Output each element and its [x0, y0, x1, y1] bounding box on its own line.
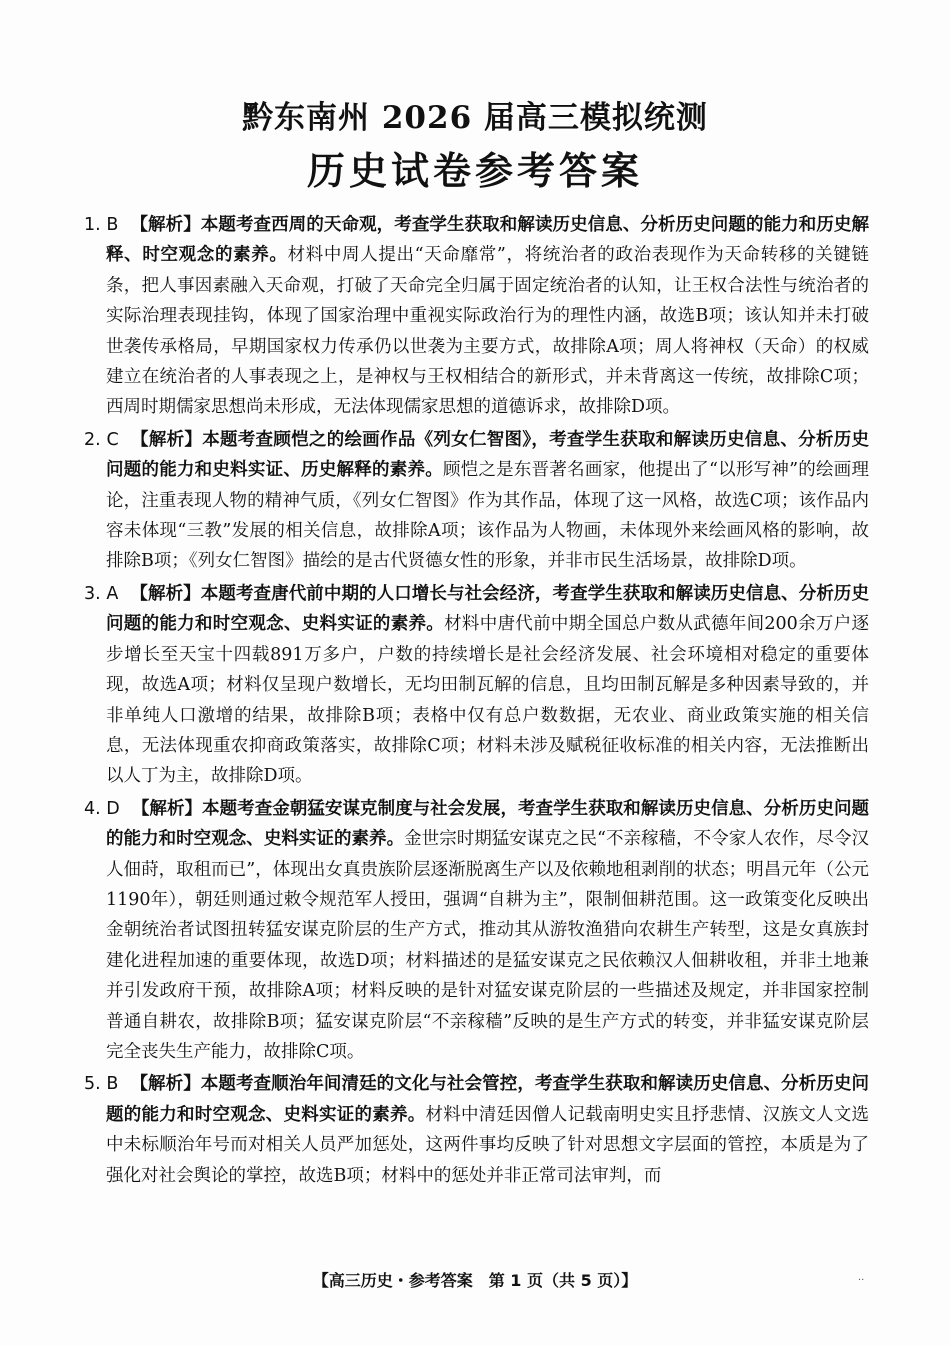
answer-number: 4. D [84, 798, 120, 819]
answer-item-3 [84, 579, 869, 792]
document-title: 黔东南州 2026 届高三模拟统测 [242, 100, 708, 136]
answer-body: 材料中清廷因僧人记载南明史实且抒悲情、汉族文人文选中未标顺治年号而对相关人员严加惩处，这两件事均反映了针对思想文字层面的管控，本质是为了强化对社会舆论的掌控，故选B项；材料中的惩处并非正常司法审判，而 [106, 1104, 869, 1186]
answer-item-2 [84, 425, 869, 577]
answer-body: 材料中唐代前中期全国总户数从武德年间200余万户逐步增长至天宝十四载891万多户，户数的持续增长是社会经济发展、社会环境相对稳定的重要体现，故选A项；材料仅呈现户数增长，无均田制瓦解的信息，且均田制瓦解是多种因素导致的，并非单纯人口激增的结果，故排除B项；表格中仅有总户数数据，无农业、商业政策实施的相关信息，无法体现重农抑商政策落实，故排除C项；材料未涉及赋税征收标准的相关内容，无法推断出以人丁为主，故排除D项。 [106, 614, 869, 787]
document-subtitle: 历史试卷参考答案 [306, 148, 643, 193]
answer-item-4 [84, 794, 869, 1068]
answer-item-5 [84, 1069, 869, 1191]
answer-lead: 【解析】本题考查唐代前中期的人口增长与社会经济，考查学生获取和解读历史信息、分析历史问题的能力和时空观念、史料实证的素养。 [106, 583, 870, 635]
page-footer: 【高三历史・参考答案 第 1 页（共 5 页）】 [312, 1271, 638, 1290]
answer-list [84, 210, 869, 1191]
answer-item-1 [84, 210, 869, 423]
answer-lead: 【解析】本题考查顺治年间清廷的文化与社会管控，考查学生获取和解读历史信息、分析历史问题的能力和时空观念、史料实证的素养。 [106, 1074, 870, 1125]
answer-body: 金世宗时期猛安谋克之民“不亲稼穑，不令家人农作，尽令汉人佃莳，取租而已”，体现出女真贵族阶层逐渐脱离生产以及依赖地租剥削的状态；明昌元年（公元1190年），朝廷则通过敕令规范军人授田，强调“自耕为主”，限制佃耕范围。这一政策变化反映出金朝统治者试图扭转猛安谋克阶层的生产方式，推动其从游牧渔猎向农耕生产转型，这是女真族封建化进程加速的重要体现，故选D项；材料描述的是猛安谋克之民依赖汉人佃耕收租，并非土地兼并引发政府干预，故排除A项；材料反映的是针对猛安谋克阶层的一些描述及规定，并非国家控制普通自耕农，故排除B项；猛安谋克阶层“不亲稼穑”反映的是生产方式的转变，并非猛安谋克阶层完全丧失生产能力，故排除C项。 [106, 829, 870, 1062]
answer-lead: 【解析】本题考查顾恺之的绘画作品《列女仁智图》，考查学生获取和解读历史信息、分析历史问题的能力和史料实证、历史解释的素养。 [106, 429, 869, 481]
answer-number: 5. B [84, 1074, 119, 1095]
answer-lead: 【解析】本题考查西周的天命观，考查学生获取和解读历史信息、分析历史问题的能力和历史解释、时空观念的素养。 [106, 215, 870, 266]
answer-body: 材料中周人提出“天命靡常”，将统治者的政治表现作为天命转移的关键链条，把人事因素融入天命观，打破了天命完全归属于固定统治者的认知，让王权合法性与统治者的实际治理表现挂钩，体现了国家治理中重视实际政治行为的理性内涵，故选B项；该认知并未打破世袭传承格局，早期国家权力传承仍以世袭为主要方式，故排除A项；周人将神权（天命）的权威建立在统治者的人事表现之上，是神权与王权相结合的新形式，并未背离这一传统，故排除C项；西周时期儒家思想尚未形成，无法体现儒家思想的道德诉求，故排除D项。 [106, 245, 869, 418]
answer-number: 3. A [84, 583, 119, 604]
answer-lead: 【解析】本题考查金朝猛安谋克制度与社会发展，考查学生获取和解读历史信息、分析历史问题的能力和时空观念、史料实证的素养。 [106, 798, 869, 850]
answer-number: 2. C [84, 429, 119, 450]
answer-body: 顾恺之是东晋著名画家，他提出了“以形写神”的绘画理论，注重表现人物的精神气质，《列女仁智图》作为其作品，体现了这一风格，故选C项；该作品内容未体现“三教”发展的相关信息，故排除A项；该作品为人物画，未体现外来绘画风格的影响，故排除B项；《列女仁智图》描绘的是古代贤德女性的形象，并非市民生活场景，故排除D项。 [106, 460, 869, 572]
footer-marks: .. [858, 1272, 865, 1283]
answer-number: 1. B [84, 215, 119, 235]
